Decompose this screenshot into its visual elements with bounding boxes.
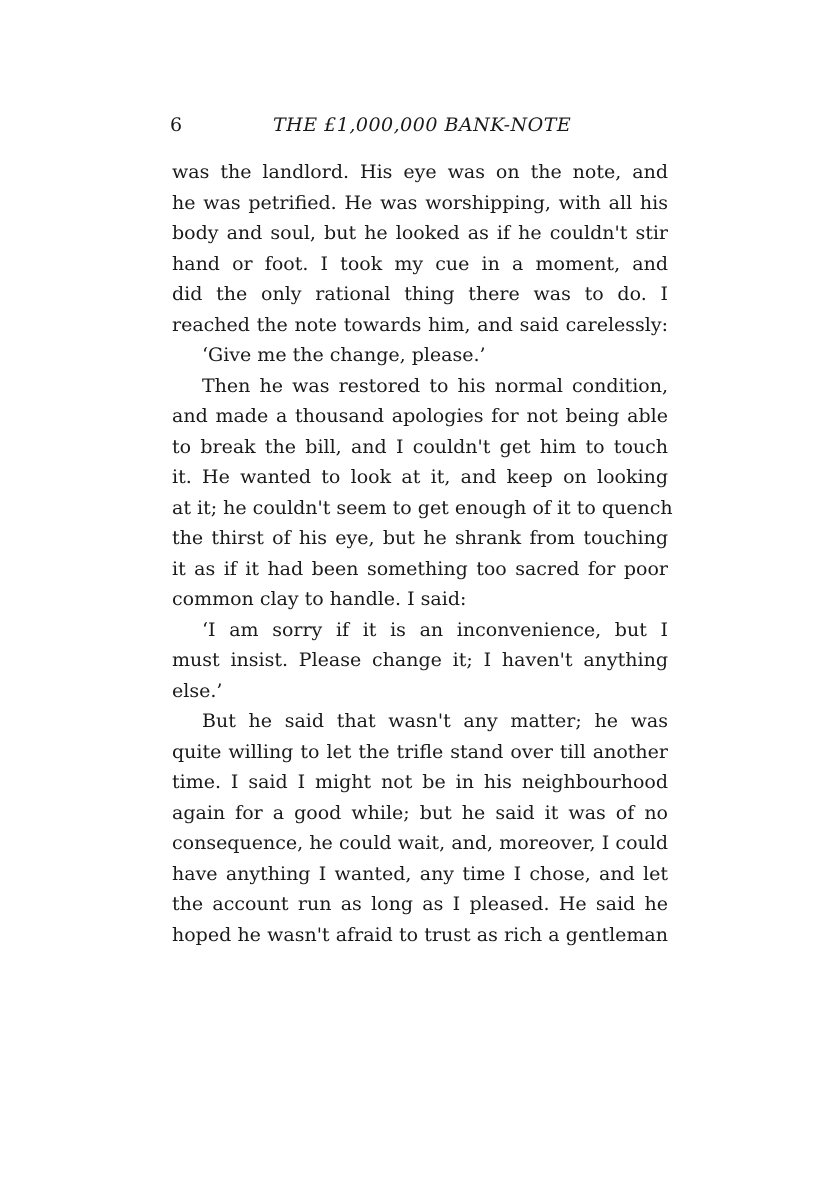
- text-line: the thirst of his eye, but he shrank from touching: [172, 527, 668, 549]
- text-line: did the only rational thing there was to do. I: [172, 283, 668, 305]
- text-line: body and soul, but he looked as if he couldn't stir: [172, 222, 668, 244]
- text-line: the account run as long as I pleased. He said he: [172, 893, 668, 915]
- body-text: [172, 157, 673, 950]
- text-line: consequence, he could wait, and, moreover, I could: [172, 832, 668, 854]
- text-line: reached the note towards him, and said carelessly:: [172, 313, 668, 336]
- page-header: [170, 114, 670, 144]
- text-line: ‘I am sorry if it is an inconvenience, but I: [202, 618, 668, 641]
- text-line: at it; he couldn't seem to get enough of it to quench: [172, 496, 673, 519]
- text-line: have anything I wanted, any time I chose, and let: [172, 862, 668, 885]
- text-line: But he said that wasn't any matter; he was: [202, 710, 668, 732]
- text-line: to break the bill, and I couldn't get him to touch: [172, 435, 668, 458]
- running-title: THE £1,000,000 BANK-NOTE: [273, 114, 572, 136]
- text-line: ‘Give me the change, please.’: [202, 344, 486, 366]
- text-line: it as if it had been something too sacred for poor: [172, 557, 668, 580]
- text-line: must insist. Please change it; I haven't anything: [172, 649, 668, 671]
- text-line: else.’: [172, 679, 223, 702]
- text-line: Then he was restored to his normal condition,: [202, 374, 668, 397]
- page-number: 6: [170, 114, 183, 136]
- text-line: time. I said I might not be in his neighbourhood: [172, 771, 668, 793]
- text-line: common clay to handle. I said:: [172, 588, 467, 610]
- text-line: hand or foot. I took my cue in a moment, and: [172, 252, 668, 275]
- text-line: was the landlord. His eye was on the note, and: [172, 161, 668, 183]
- text-line: it. He wanted to look at it, and keep on looking: [172, 466, 668, 488]
- text-line: hoped he wasn't afraid to trust as rich a gentleman: [172, 923, 668, 946]
- text-line: quite willing to let the trifle stand over till another: [172, 740, 668, 763]
- text-line: again for a good while; but he said it was of no: [172, 801, 668, 824]
- text-line: and made a thousand apologies for not being able: [172, 405, 668, 427]
- text-line: he was petrified. He was worshipping, with all his: [172, 191, 668, 214]
